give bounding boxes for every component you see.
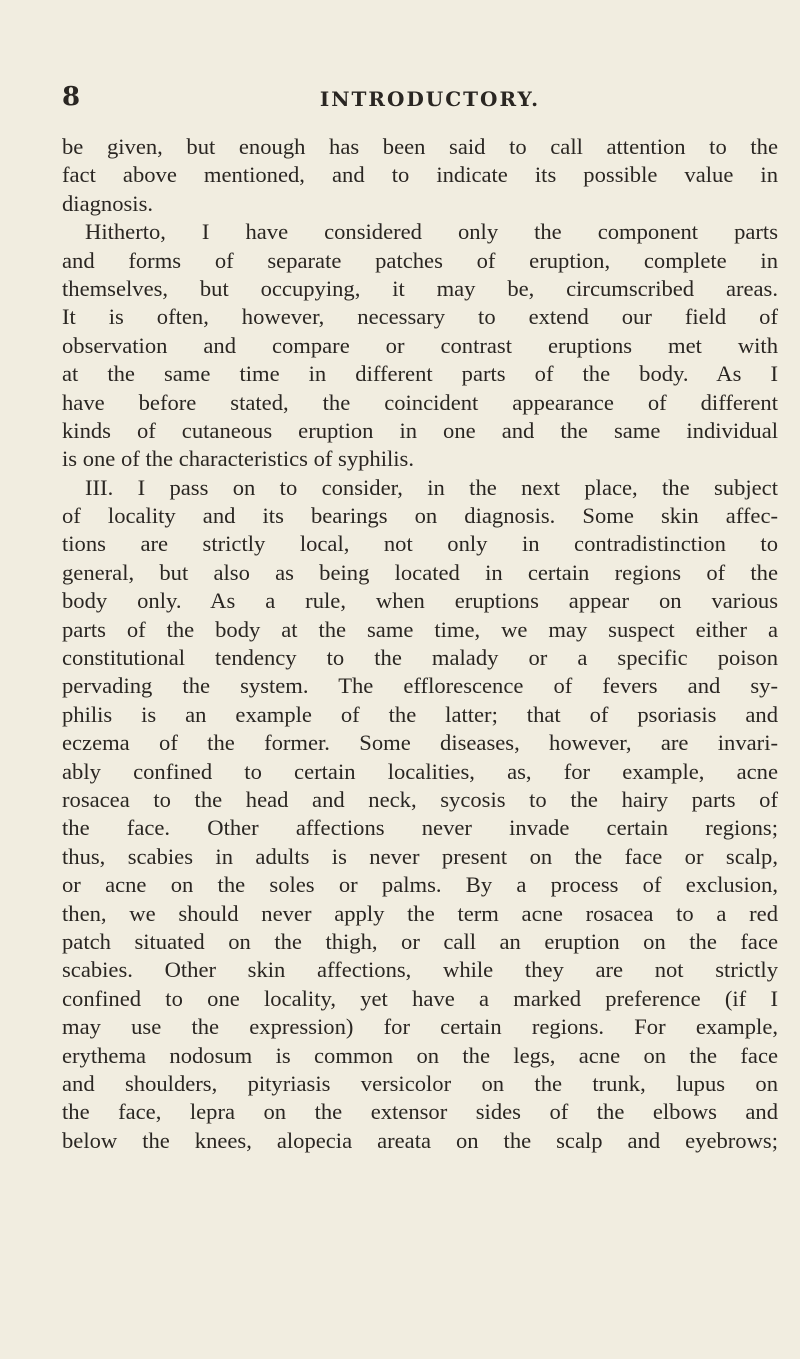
text-line: body only. As a rule, when eruptions appear on various [62,588,778,614]
text-line: or acne on the soles or palms. By a process of exclusion, [62,872,778,898]
text-line: pervading the system. The efflorescence of fevers and sy- [62,673,778,699]
text-line: parts of the body at the same time, we may suspect either a [62,616,778,642]
page-number: 8 [62,82,81,112]
text-line: III. I pass on to consider, in the next place, the subject [85,474,778,500]
running-head [60,82,780,112]
text-line: is one of the characteristics of syphilis. [62,446,414,472]
text-line: kinds of cutaneous eruption in one and the same individual [62,417,778,443]
text-line: ably confined to certain localities, as, for example, acne [62,758,778,784]
text-line: observation and compare or contrast eruptions met with [62,332,778,358]
body-text [62,133,778,1155]
text-line: It is often, however, necessary to extend our field of [62,304,778,330]
text-line: Hitherto, I have considered only the component parts [85,219,778,245]
text-line: general, but also as being located in certain regions of the [62,559,778,585]
text-line: be given, but enough has been said to call attention to the [62,134,778,159]
text-line: scabies. Other skin affections, while they are not strictly [62,957,778,983]
text-line: constitutional tendency to the malady or a specific poison [62,645,778,671]
text-line: diagnosis. [62,190,154,216]
text-line: of locality and its bearings on diagnosis. Some skin affec- [62,503,778,529]
text-line: rosacea to the head and neck, sycosis to the hairy parts of [62,786,778,812]
text-line: at the same time in different parts of the body. As I [62,361,778,387]
text-line: and forms of separate patches of eruption, complete in [62,247,778,273]
text-line: patch situated on the thigh, or call an eruption on the face [62,928,778,954]
text-line: confined to one locality, yet have a marked preference (if I [62,985,778,1011]
text-line: erythema nodosum is common on the legs, acne on the face [62,1042,778,1068]
text-line: eczema of the former. Some diseases, however, are invari- [62,730,778,756]
text-line: themselves, but occupying, it may be, circumscribed areas. [62,275,778,301]
text-line: thus, scabies in adults is never present on the face or scalp, [62,843,778,869]
text-line: the face, lepra on the extensor sides of the elbows and [62,1099,778,1125]
text-line: fact above mentioned, and to indicate its possible value in [62,162,778,188]
text-line: below the knees, alopecia areata on the scalp and eyebrows; [62,1127,778,1153]
text-line: philis is an example of the latter; that of psoriasis and [62,701,778,727]
text-line: the face. Other affections never invade certain regions; [62,815,778,841]
running-title: INTRODUCTORY. [319,87,541,111]
text-line: and shoulders, pityriasis versicolor on the trunk, lupus on [62,1070,778,1096]
text-line: then, we should never apply the term acne rosacea to a red [62,900,778,926]
text-line: have before stated, the coincident appearance of different [62,389,778,415]
text-line: may use the expression) for certain regions. For example, [62,1014,778,1040]
text-line: tions are strictly local, not only in contradistinction to [62,531,778,557]
